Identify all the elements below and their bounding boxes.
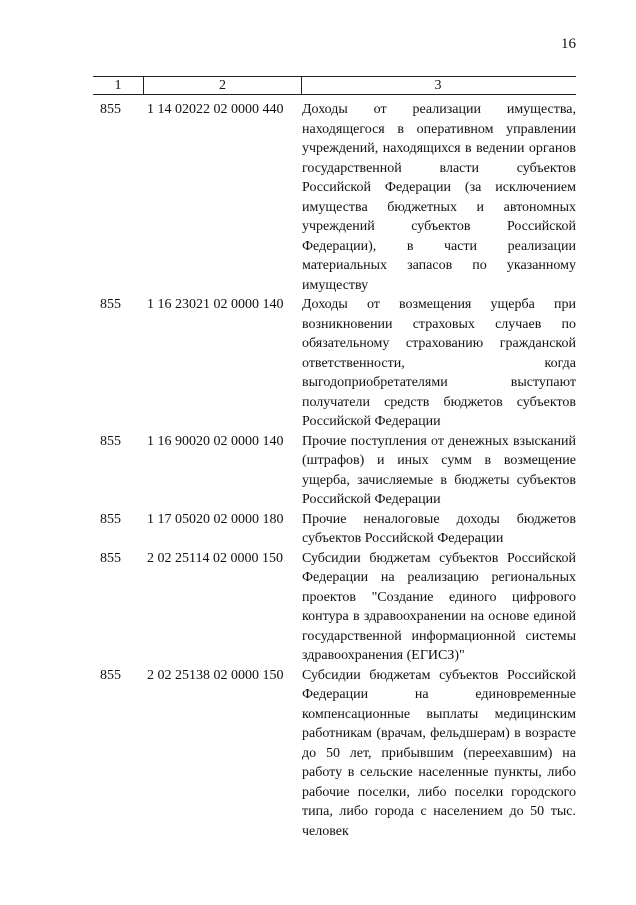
budget-code: 1 14 02022 02 0000 440 <box>147 102 284 117</box>
admin-code: 855 <box>100 667 121 683</box>
budget-code: 1 16 90020 02 0000 140 <box>147 433 284 449</box>
admin-code: 855 <box>100 433 121 449</box>
admin-code: 855 <box>100 511 121 527</box>
budget-code: 2 02 25138 02 0000 150 <box>147 667 284 683</box>
budget-code: 1 16 23021 02 0000 140 <box>147 297 284 312</box>
budget-code: 2 02 25114 02 0000 150 <box>147 550 283 566</box>
table-row <box>0 432 636 510</box>
income-description: Прочие неналоговые доходы бюджетов субъектов Российской Федерации <box>302 511 576 546</box>
admin-code: 855 <box>100 550 121 566</box>
table-row <box>0 666 636 842</box>
income-description: Субсидии бюджетам субъектов Российской Федерации на реализацию региональных проектов "Создание единого цифрового контура в здравоохранении на основе единой государственной информационной системы здравоохранения (ЕГИСЗ)" <box>302 550 576 663</box>
income-description: Доходы от возмещения ущерба при возникновении страховых случаев по обязательному страхованию гражданской ответственности, когда выгодоприобретателями выступают получатели средств бюджетов субъектов Российской Федерации <box>302 297 576 429</box>
table-header-col3: 3 <box>300 76 576 95</box>
table-header-col2: 2 <box>143 76 302 95</box>
table-row <box>0 510 636 549</box>
admin-code: 855 <box>100 102 121 117</box>
table-row <box>0 295 636 432</box>
page-number: 16 <box>561 36 576 52</box>
income-description: Прочие поступления от денежных взысканий (штрафов) и иных сумм в возмещение ущерба, зачисляемые в бюджеты субъектов Российской Федерации <box>302 433 576 507</box>
budget-code: 1 17 05020 02 0000 180 <box>147 511 284 527</box>
income-description: Доходы от реализации имущества, находящегося в оперативном управлении учреждений, находящихся в ведении органов государственной власти субъектов Российской Федерации (за исключением имущества бюджетных и автономных учреждений субъектов Российской Федерации), в части реализации материальных запасов по указанному имуществу <box>302 102 576 293</box>
table-body <box>0 100 636 841</box>
table-row <box>0 100 636 295</box>
table-header-col1: 1 <box>93 76 143 95</box>
admin-code: 855 <box>100 297 121 312</box>
table-row <box>0 549 636 666</box>
income-description: Субсидии бюджетам субъектов Российской Федерации на единовременные компенсационные выплаты медицинским работникам (врачам, фельдшерам) в возрасте до 50 лет, прибывшим (переехавшим) на работу в сельские населенные пункты, либо рабочие поселки, либо поселки городского типа, либо города с населением до 50 тыс. человек <box>302 667 576 839</box>
